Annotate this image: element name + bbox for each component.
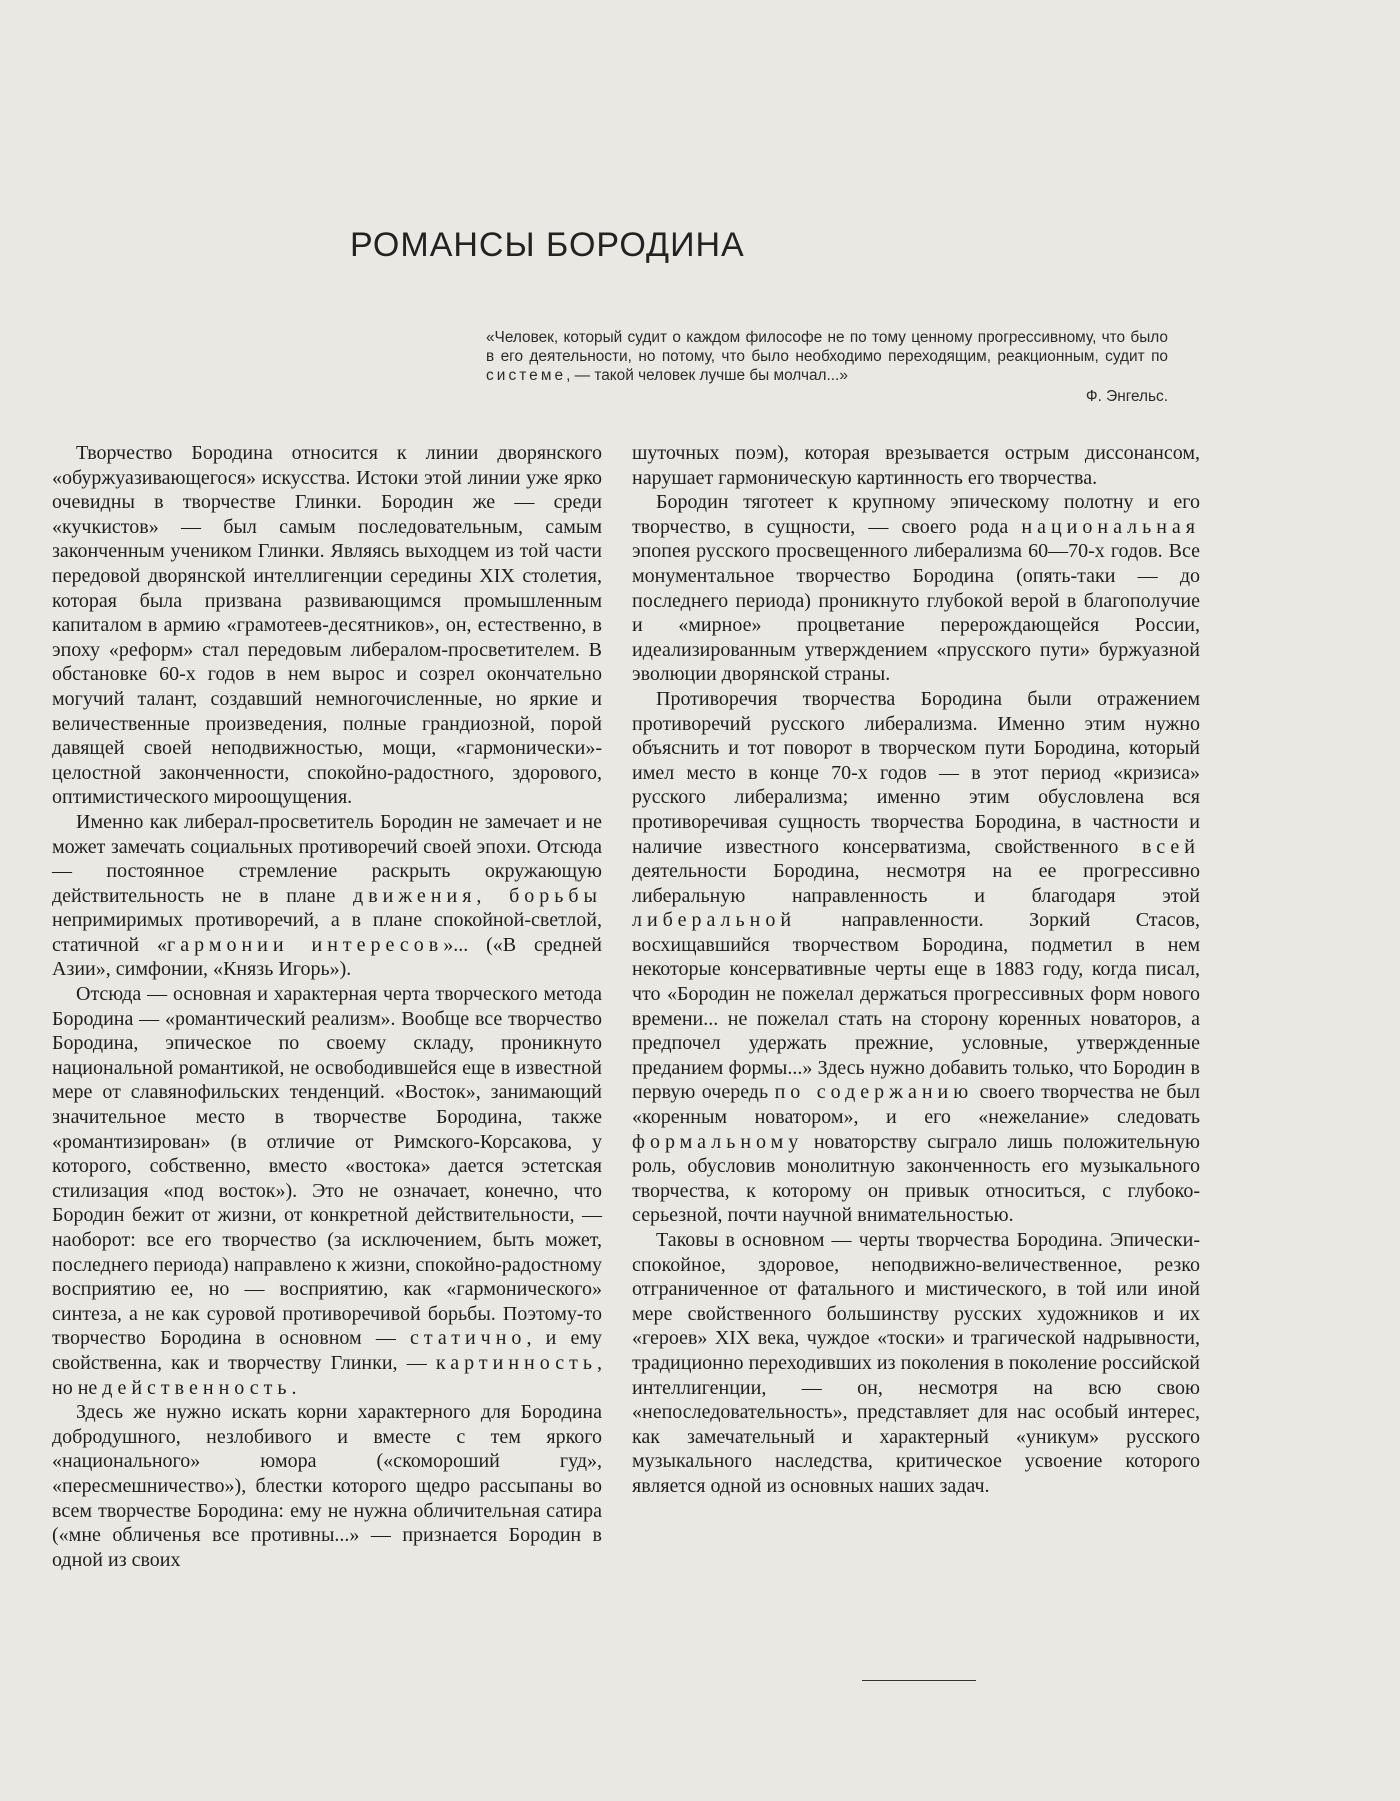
paragraph: Именно как либерал-просветитель Бородин не замечает и не может замечать социальных противоречий своей эпохи. Отсюда — постоянное стремление раскрыть окружающую действительность не в плане движения, борьбы непримиримых противоречий, а в плане спокойной-светлой, статичной «гармонии интересов»... («В средней Азии», симфонии, «Князь Игорь»). (52, 810, 602, 981)
paragraph: Бородин тяготеет к крупному эпическому полотну и его творчество, в сущности, — своего рода национальная эпопея русского просвещенного либерализма 60—70-х годов. Все монументальное творчество Бородина (опять-таки — до последнего периода) проникнуто глубокой верой в благополучие и «мирное» процветание перерождающейся России, идеализированным утверждением «прусского пути» буржуазной эволюции дворянской страны. (632, 491, 1200, 686)
epigraph-quote: «Человек, который судит о каждом философе не по тому ценному прогрессивному, что было в его деятельности, но потому, что было необходимо переходящим, реакционным, судит по системе, — такой человек лучше бы молчал...» (486, 329, 1168, 384)
paragraph: Противоречия творчества Бородина были отражением противоречий русского либерализма. Именно этим нужно объяснить и тот поворот в творческом пути Бородина, который имел место в конце 70-х годов — в этот период «кризиса» русского либерализма; именно этим обусловлена вся противоречивая сущность творчества Бородина, в частности и наличие известного консерватизма, свойственного всей деятельности Бородина, несмотря на ее прогрессивно либеральную направленность и благодаря этой либеральной направленности. Зоркий Стасов, восхищавшийся творчеством Бородина, подметил в нем некоторые консервативные черты еще в 1883 году, когда писал, что «Бородин не пожелал держаться прогрессивных форм нового времени... не пожелал стать на сторону коренных новаторов, а предпочел удержать прежние, условные, утвержденные преданием формы...» Здесь нужно добавить только, что Бородин в первую очередь по содержанию своего творчества не был «коренным новатором», и его «нежелание» следовать формальному новаторству сыграло лишь положительную роль, обусловив монолитную законченность его музыкального творчества, к которому он привык относиться, с глубоко-серьезной, почти научной внимательностью. (632, 687, 1200, 1227)
left-column (52, 441, 602, 1572)
end-rule (862, 1680, 976, 1681)
paragraph: шуточных поэм), которая врезывается острым диссонансом, нарушает гармоническую картинность его творчества. (632, 442, 1200, 489)
paragraph: Таковы в основном — черты творчества Бородина. Эпически-спокойное, здоровое, неподвижно-величественное, резко отграниченное от фатального и мистического, в той или иной мере свойственного большинству русских художников и их «героев» XIX века, чуждое «тоски» и трагической надрывности, традиционно переходивших из поколения в поколение российской интеллигенции, — он, несмотря на всю свою «непоследовательность», представляет для нас особый интерес, как замечательный и характерный «уникум» русского музыкального наследства, критическое усвоение которого является одной из основных наших задач. (632, 1229, 1200, 1497)
right-column (632, 441, 1200, 1499)
paragraph: Творчество Бородина относится к линии дворянского «обуржуазивающегося» искусства. Истоки этой линии уже ярко очевидны в творчестве Глинки. Бородин же — среди «кучкистов» — был самым последовательным, самым законченным учеником Глинки. Являясь выходцем из той части передовой дворянской интеллигенции середины XIX столетия, которая была призвана развивающимся промышленным капиталом в армию «грамотеев-десятников», он, естественно, в эпоху «реформ» стал передовым либералом-просветителем. В обстановке 60-х годов в нем вырос и созрел окончательно могучий талант, создавший немногочисленные, но яркие и величественные произведения, полные грандиозной, порой давящей своей неподвижностью, мощи, «гармонически»-целостной законченности, спокойно-радостного, здорового, оптимистического мироощущения. (52, 442, 602, 809)
paragraph: Здесь же нужно искать корни характерного для Бородина добродушного, незлобивого и вместе с тем яркого «национального» юмора («скоморoший гуд», «пересмешничество»), блестки которого щедро рассыпаны во всем творчестве Бородина: ему не нужна обличительная сатира («мне обличенья все противны...» — признается Бородин в одной из своих (52, 1401, 602, 1571)
epigraph-author: Ф. Энгельс. (1085, 388, 1168, 405)
epigraph (486, 328, 1168, 406)
paragraph: Отсюда — основная и характерная черта творческого метода Бородина — «романтический реализм». Вообще все творчество Бородина, эпическое по своему складу, проникнуто национальной романтикой, не освободившейся еще в известной мере от славянофильских тенденций. «Восток», занимающий значительное место в творчестве Бородина, также «романтизирован» (в отличие от Римского-Корсакова, у которого, собственно, вместо «востока» дается эстетская стилизация «под восток»). Это не означает, конечно, что Бородин бежит от жизни, от конкретной действительности, — наоборот: все его творчество (за исключением, быть может, последнего периода) направлено к жизни, спокойно-радостному восприятию ее, но — восприятию, как «гармонического» синтеза, а не как суровой противоречивой борьбы. Поэтому-то творчество Бородина в основном — статично, и ему свойственна, как и творчеству Глинки, — картинность, но не действенность. (52, 983, 602, 1399)
page-title: РОМАНСЫ БОРОДИНА (350, 226, 745, 264)
